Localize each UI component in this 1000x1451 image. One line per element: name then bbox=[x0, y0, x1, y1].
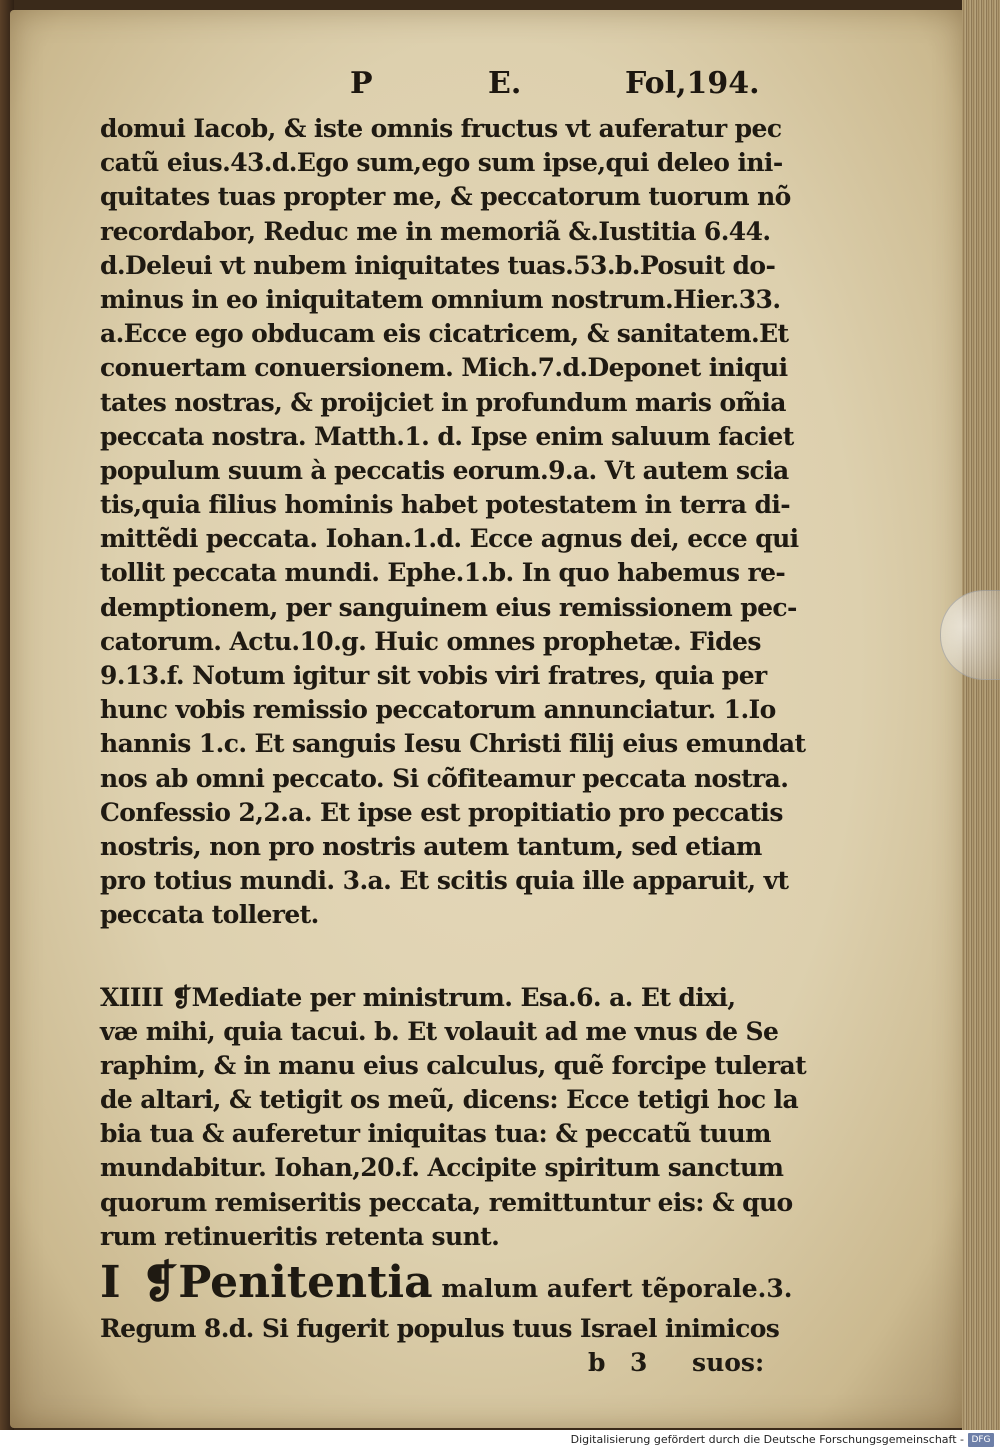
text-line: rum retinueritis retenta sunt. bbox=[100, 1221, 500, 1251]
folio-number: Fol,194. bbox=[625, 66, 760, 101]
text-line: 9.13.f. Notum igitur sit vobis viri fratres, quia per bbox=[100, 661, 767, 690]
header-middle: E. bbox=[488, 66, 522, 101]
running-header bbox=[100, 66, 800, 106]
page-edges bbox=[962, 0, 1000, 1430]
section-heading bbox=[100, 1254, 800, 1312]
signature-line bbox=[100, 1346, 800, 1380]
text-line: mundabitur. Iohan,20.f. Accipite spiritum sanctum bbox=[100, 1153, 784, 1183]
text-line: hunc vobis remissio peccatorum annunciatur. 1.Io bbox=[100, 695, 776, 725]
text-line: minus in eo iniquitatem omnium nostrum.Hier.33. bbox=[100, 284, 781, 314]
footer-credit: Digitalisierung gefördert durch die Deutsche Forschungsgemeinschaft - bbox=[570, 1433, 964, 1446]
text-line: hannis 1.c. Et sanguis Iesu Christi filij eius emundat bbox=[100, 729, 806, 759]
text-line: peccata tolleret. bbox=[100, 900, 319, 930]
text-line: a.Ecce ego obducam eis cicatricem, & sanitatem.Et bbox=[100, 319, 789, 349]
section-paragraph bbox=[100, 981, 807, 1255]
text-line: tollit peccata mundi. Ephe.1.b. In quo habemus re- bbox=[100, 558, 786, 588]
heading-numeral: I bbox=[100, 1257, 121, 1308]
text-line: nos ab omni peccato. Si cõfiteamur peccata nostra. bbox=[100, 763, 789, 793]
text-line: raphim, & in manu eius calculus, quẽ forcipe tulerat bbox=[100, 1050, 807, 1080]
text-line: recordabor, Reduc me in memoriã &.Iustitia 6.44. bbox=[100, 216, 771, 246]
text-line: conuertam conuersionem. Mich.7.d.Deponet iniqui bbox=[100, 353, 788, 383]
paragraph-gap bbox=[100, 933, 800, 981]
signature-mark: b bbox=[588, 1348, 606, 1378]
dfg-logo: DFG bbox=[968, 1433, 994, 1447]
text-line: væ mihi, quia tacui. b. Et volauit ad me vnus de Se bbox=[100, 1016, 779, 1046]
text-line: de altari, & tetigit os meũ, dicens: Ecce tetigi hoc la bbox=[100, 1085, 799, 1115]
text-line: domui Iacob, & iste omnis fructus vt auferatur pec bbox=[100, 114, 782, 143]
signature-number: 3 bbox=[630, 1348, 648, 1378]
text-line: d.Deleui vt nubem iniquitates tuas.53.b.Posuit do- bbox=[100, 250, 776, 280]
heading-rest: malum aufert tẽporale.3. bbox=[432, 1274, 793, 1303]
text-line: Confessio 2,2.a. Et ipse est propitiatio pro peccatis bbox=[100, 797, 783, 827]
text-line: quitates tuas propter me, & peccatorum tuorum nõ bbox=[100, 182, 791, 212]
last-line: Regum 8.d. Si fugerit populus tuus Israel inimicos bbox=[100, 1314, 780, 1343]
text-line: quorum remiseritis peccata, remittuntur eis: & quo bbox=[100, 1187, 793, 1217]
text-line: demptionem, per sanguinem eius remissionem pec- bbox=[100, 592, 797, 622]
text-line: mittẽdi peccata. Iohan.1.d. Ecce agnus dei, ecce qui bbox=[100, 524, 799, 554]
text-line: populum suum à peccatis eorum.9.a. Vt autem scia bbox=[100, 455, 789, 485]
text-line: peccata nostra. Matth.1. d. Ipse enim saluum faciet bbox=[100, 421, 794, 451]
text-line: pro totius mundi. 3.a. Et scitis quia ille apparuit, vt bbox=[100, 866, 789, 896]
text-line: catũ eius.43.d.Ego sum,ego sum ipse,qui deleo ini- bbox=[100, 148, 783, 178]
paragraph-mark: ❡ bbox=[141, 1257, 179, 1308]
text-line: XIIII ❡Mediate per ministrum. Esa.6. a. Et dixi, bbox=[100, 982, 736, 1012]
text-line: tates nostras, & proijciet in profundum maris om̃ia bbox=[100, 387, 786, 417]
footer-bar bbox=[0, 1430, 1000, 1451]
heading-word: Penitentia bbox=[178, 1257, 433, 1308]
text-line: tis,quia filius hominis habet potestatem in terra di- bbox=[100, 490, 791, 520]
catchword: suos: bbox=[692, 1348, 765, 1378]
text-block bbox=[100, 112, 807, 1380]
text-line: bia tua & auferetur iniquitas tua: & peccatũ tuum bbox=[100, 1119, 771, 1149]
body-paragraph bbox=[100, 112, 806, 933]
text-line: catorum. Actu.10.g. Huic omnes prophetæ. Fides bbox=[100, 626, 761, 656]
text-line: nostris, non pro nostris autem tantum, sed etiam bbox=[100, 831, 762, 861]
header-left: P bbox=[350, 66, 373, 101]
